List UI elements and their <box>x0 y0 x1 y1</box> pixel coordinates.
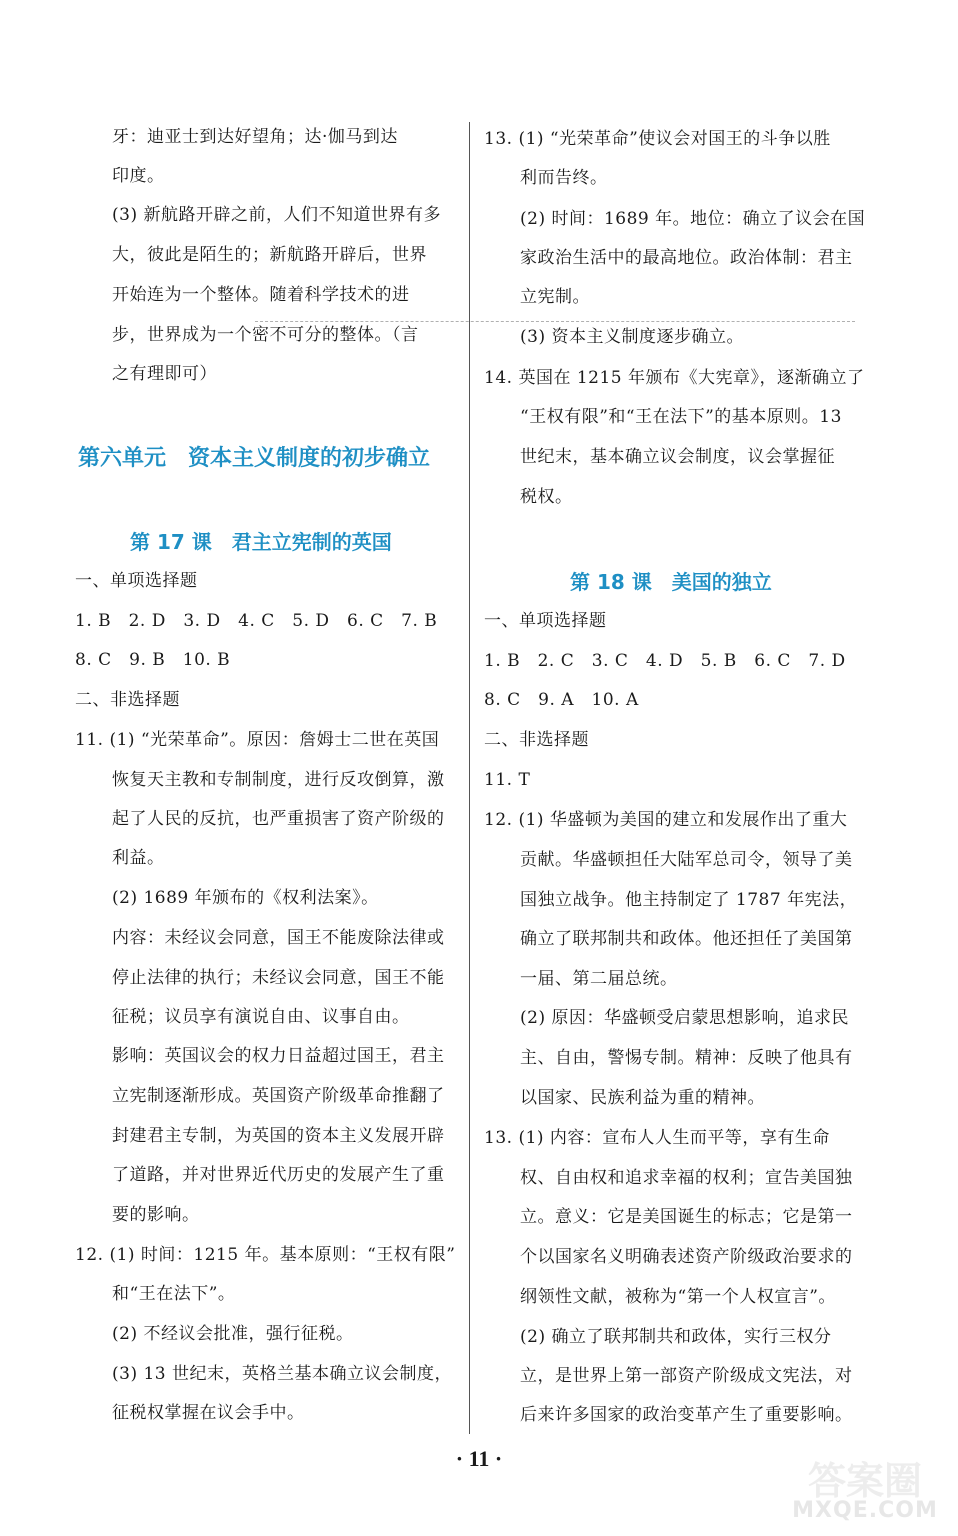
unit-title: 第六单元 资本主义制度的初步确立 <box>78 446 431 471</box>
text-line: 起了人民的反抗，也严重损害了资产阶级的 <box>112 809 445 829</box>
text-line: 内容：未经议会同意，国王不能废除法律或 <box>112 928 445 948</box>
text-line: 要的影响。 <box>112 1205 200 1225</box>
text-line: 世纪末，基本确立议会制度，议会掌握征 <box>520 447 835 467</box>
text-line: 牙：迪亚士到达好望角；达·伽马到达 <box>112 127 398 147</box>
text-line: 12. (1) 时间：1215 年。基本原则：“王权有限” <box>75 1245 456 1265</box>
text-line: 一届、第二届总统。 <box>520 969 678 989</box>
text-line: 纲领性文献，被称为“第一个人权宣言”。 <box>520 1287 836 1307</box>
text-line: 封建君主专制，为英国的资本主义发展开辟 <box>112 1126 445 1146</box>
text-line: 主、自由，警惕专制。精神：反映了他具有 <box>520 1048 853 1068</box>
text-line: 国独立战争。他主持制定了 1787 年宪法， <box>520 890 858 910</box>
text-line: 征税；议员享有演说自由、议事自由。 <box>112 1007 410 1027</box>
lesson-title: 第 17 课 君主立宪制的英国 <box>130 530 392 554</box>
text-line: 税权。 <box>520 487 573 507</box>
text-line: 利益。 <box>112 848 165 868</box>
text-line: 立。意义：它是美国诞生的标志；它是第一 <box>520 1207 853 1227</box>
text-line: 印度。 <box>112 166 165 186</box>
section-heading: 二、非选择题 <box>75 690 180 710</box>
text-line: 后来许多国家的政治变革产生了重要影响。 <box>520 1405 853 1425</box>
text-line: (3) 新航路开辟之前，人们不知道世界有多 <box>112 205 441 225</box>
text-line: 权、自由权和追求幸福的权利；宣告美国独 <box>520 1168 853 1188</box>
text-line: 停止法律的执行；未经议会同意，国王不能 <box>112 968 445 988</box>
text-line: (2) 时间：1689 年。地位：确立了议会在国 <box>520 209 866 229</box>
text-line: 11. (1) “光荣革命”。原因：詹姆士二世在英国 <box>75 730 440 750</box>
page-number: · 11 · <box>455 1446 503 1471</box>
text-line: 个以国家名义明确表述资产阶级政治要求的 <box>520 1247 853 1267</box>
text-line: 影响：英国议会的权力日益超过国王，君主 <box>112 1046 445 1066</box>
text-line: 以国家、民族利益为重的精神。 <box>520 1088 765 1108</box>
text-line: 步，世界成为一个密不可分的整体。（言 <box>112 325 419 345</box>
watermark-url: MXQE.COM <box>792 1498 938 1523</box>
answer-line: 1. B 2. C 3. C 4. D 5. B 6. C 7. D <box>484 651 846 671</box>
text-line: 14. 英国在 1215 年颁布《大宪章》，逐渐确立了 <box>484 368 865 388</box>
text-line: 确立了联邦制共和政体。他还担任了美国第 <box>520 929 853 949</box>
left-column <box>0 0 470 1536</box>
watermark-title: 答案圈 <box>807 1459 922 1503</box>
text-line: (3) 资本主义制度逐步确立。 <box>520 327 744 347</box>
text-line: 立宪制。 <box>520 287 590 307</box>
text-line: 立宪制逐渐形成。英国资产阶级革命推翻了 <box>112 1086 445 1106</box>
lesson-title: 第 18 课 美国的独立 <box>570 570 772 594</box>
text-line: 利而告终。 <box>520 168 608 188</box>
section-heading: 一、单项选择题 <box>75 571 198 591</box>
answer-line: 1. B 2. D 3. D 4. C 5. D 6. C 7. B <box>75 611 438 631</box>
text-line: “王权有限”和“王在法下”的基本原则。13 <box>520 407 842 427</box>
text-line: (2) 1689 年颁布的《权利法案》。 <box>112 888 379 908</box>
text-line: 之有理即可） <box>112 364 217 384</box>
watermark-logo <box>780 1450 950 1530</box>
text-line: (3) 13 世纪末，英格兰基本确立议会制度， <box>112 1364 453 1384</box>
text-line: 13. (1) 内容：宣布人人生而平等，享有生命 <box>484 1128 830 1148</box>
text-line: 13. (1) “光荣革命”使议会对国王的斗争以胜 <box>484 129 831 149</box>
answer-line: 8. C 9. B 10. B <box>75 650 231 670</box>
text-line: (2) 确立了联邦制共和政体，实行三权分 <box>520 1327 832 1347</box>
section-heading: 二、非选择题 <box>484 730 589 750</box>
text-line: 贡献。华盛顿担任大陆军总司令，领导了美 <box>520 850 853 870</box>
text-line: (2) 不经议会批准，强行征税。 <box>112 1324 354 1344</box>
answer-line: 8. C 9. A 10. A <box>484 690 639 710</box>
text-line: 开始连为一个整体。随着科学技术的进 <box>112 285 410 305</box>
right-column <box>478 0 958 1536</box>
answer-line: 11. T <box>484 770 531 790</box>
text-line: 征税权掌握在议会手中。 <box>112 1403 305 1423</box>
text-line: (2) 原因：华盛顿受启蒙思想影响，追求民 <box>520 1008 849 1028</box>
text-line: 和“王在法下”。 <box>112 1284 236 1304</box>
text-line: 家政治生活中的最高地位。政治体制：君主 <box>520 248 853 268</box>
text-line: 立，是世界上第一部资产阶级成文宪法，对 <box>520 1366 853 1386</box>
text-line: 恢复天主教和专制制度，进行反攻倒算，激 <box>112 770 445 790</box>
text-line: 了道路，并对世界近代历史的发展产生了重 <box>112 1165 445 1185</box>
section-heading: 一、单项选择题 <box>484 611 607 631</box>
text-line: 12. (1) 华盛顿为美国的建立和发展作出了重大 <box>484 810 848 830</box>
text-line: 大，彼此是陌生的；新航路开辟后，世界 <box>112 245 427 265</box>
